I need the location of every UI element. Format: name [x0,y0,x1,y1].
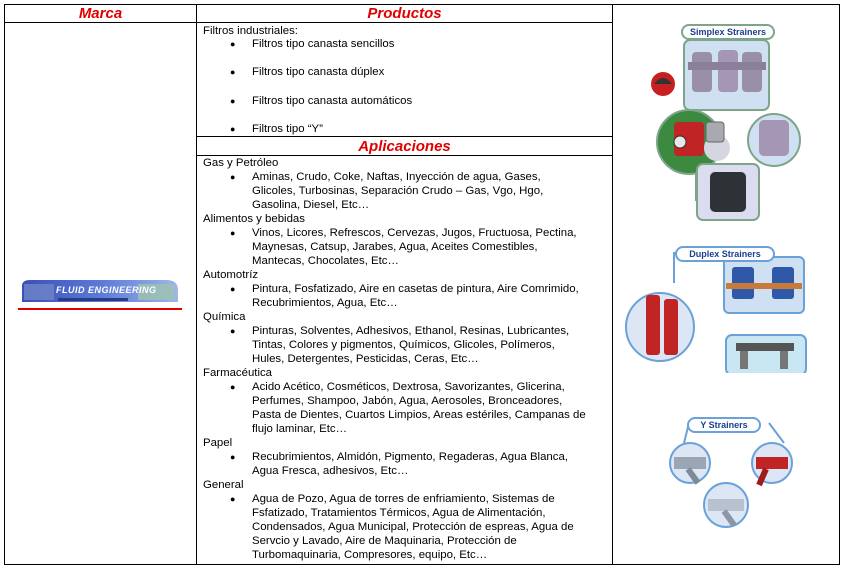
aplicacion-line: Perfumes, Shampoo, Jabón, Agua, Aerosoles, Bronceadores, [252,395,563,407]
aplicacion-category: Alimentos y bebidas [203,213,305,225]
aplicacion-line: Mantecas, Chocolates, Etc… [252,255,399,267]
productos-bullet: ● [230,124,236,134]
aplicacion-category: Papel [203,437,233,449]
aplicacion-line: Agua de Pozo, Agua de torres de enfriamiento, Sistemas de [252,493,555,505]
aplicacion-bullet: ● [230,326,236,336]
aplicacion-category: General [203,479,244,491]
duplex-strainers-label: Duplex Strainers [675,246,775,262]
productos-item: Filtros tipo canasta automáticos [252,95,413,107]
duplex-strainers-image [614,243,839,373]
productos-item: Filtros tipo “Y” [252,123,323,135]
aplicacion-line: Agua Fresca, adhesivos, Etc… [252,465,409,477]
marca-header: Marca [78,5,123,22]
productos-item: Filtros tipo canasta sencillos [252,38,395,50]
aplicacion-bullet: ● [230,172,236,182]
aplicacion-line: Vinos, Licores, Refrescos, Cervezas, Jugos, Fructuosa, Pectina, [252,227,577,239]
aplicacion-line: Tintas, Colores y pigmentos, Químicos, Glicoles, Polímeros, [252,339,555,351]
productos-bullet: ● [230,96,236,106]
aplicacion-category: Automotríz [203,269,259,281]
aplicacion-line: Aminas, Crudo, Coke, Naftas, Inyección de agua, Gases, [252,171,541,183]
aplicacion-line: Glicoles, Turbosinas, Separación Crudo – Gas, Vgo, Hgo, [252,185,544,197]
brand-logo [18,276,182,312]
aplicacion-bullet: ● [230,494,236,504]
aplicacion-line: Turbomaquinaria, Compresores, equipo, Etc… [252,549,488,561]
aplicacion-line: Acido Acético, Cosméticos, Dextrosa, Savorizantes, Glicerina, [252,381,565,393]
productos-item: Filtros tipo canasta dúplex [252,66,385,78]
aplicacion-line: flujo laminar, Etc… [252,423,347,435]
aplicacion-line: Recubrimientos, Almidón, Pigmento, Regaderas, Agua Blanca, [252,451,568,463]
productos-bullet: ● [230,39,236,49]
aplicacion-bullet: ● [230,228,236,238]
aplicacion-bullet: ● [230,452,236,462]
aplicacion-line: Gasolina, Diesel, Etc… [252,199,370,211]
productos-intro: Filtros industriales: [203,25,298,37]
aplicacion-line: Servcio y Lavado, Aire de Maquinaria, Protección de [252,535,517,547]
aplicacion-bullet: ● [230,284,236,294]
aplicacion-category: Química [203,311,246,323]
productos-header: Productos [367,5,442,22]
simplex-strainers-label: Simplex Strainers [681,24,775,40]
aplicacion-category: Gas y Petróleo [203,157,279,169]
simplex-strainers-image [614,22,839,222]
aplicacion-line: Pintura, Fosfatizado, Aire en casetas de pintura, Aire Comrimido, [252,283,579,295]
aplicacion-bullet: ● [230,382,236,392]
aplicacion-category: Farmacéutica [203,367,273,379]
aplicacion-line: Pinturas, Solventes, Adhesivos, Ethanol, Resinas, Lubricantes, [252,325,570,337]
aplicacion-line: Fsfatizado, Tratamientos Térmicos, Agua de Alimentación, [252,507,546,519]
aplicacion-line: Pasta de Dientes, Cuartos Limpios, Areas estériles, Campanas de [252,409,586,421]
aplicacion-line: Recubrimientos, Agua, Etc… [252,297,398,309]
productos-bullet: ● [230,67,236,77]
aplicaciones-header: Aplicaciones [358,138,451,155]
aplicacion-line: Maynesas, Catsup, Jarabes, Agua, Aceites Comestibles, [252,241,538,253]
aplicacion-line: Hules, Detergentes, Pesticidas, Ceras, Etc… [252,353,479,365]
brand-logo-text: FLUID ENGINEERING [56,285,157,295]
y-strainers-label: Y Strainers [687,417,761,433]
aplicacion-line: Condensados, Agua Municipal, Protección de espreas, Agua de [252,521,574,533]
